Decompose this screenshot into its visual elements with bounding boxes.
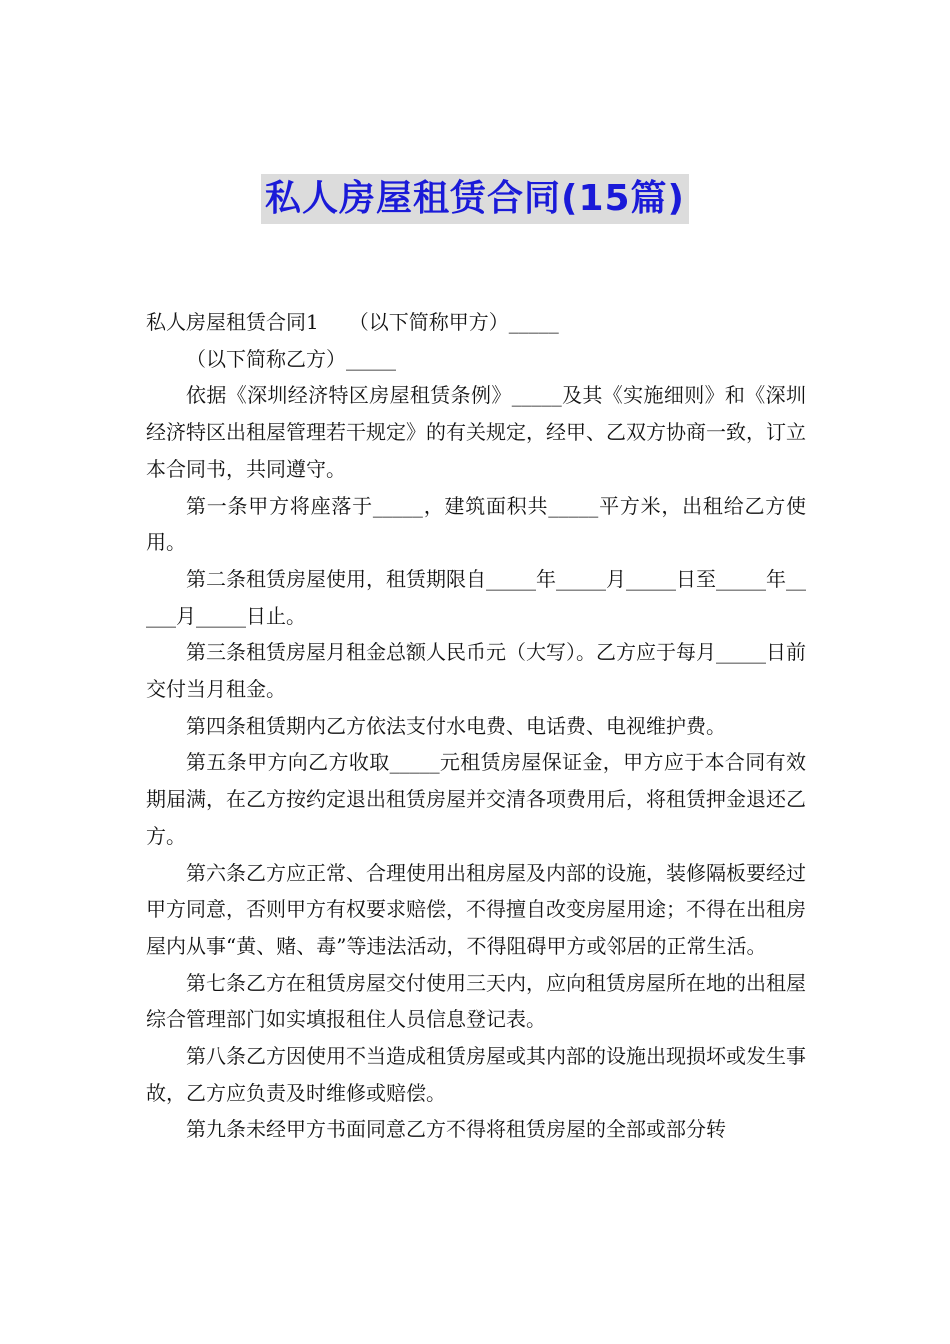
document-title: 私人房屋租赁合同(15篇) [261,174,689,224]
paragraph-basis: 依据《深圳经济特区房屋租赁条例》_____及其《实施细则》和《深圳经济特区出租屋管理若干规定》的有关规定，经甲、乙双方协商一致，订立本合同书，共同遵守。 [146,383,806,481]
paragraph-article-8: 第八条乙方因使用不当造成租赁房屋或其内部的设施出现损坏或发生事故，乙方应负责及时维修或赔偿。 [146,1044,806,1105]
paragraph-article-6: 第六条乙方应正常、合理使用出租房屋及内部的设施，装修隔板要经过甲方同意，否则甲方有权要求赔偿，不得擅自改变房屋用途；不得在出租房屋内从事“黄、赌、毒”等违法活动，不得阻碍甲方或邻居的正常生活。 [146,860,806,958]
paragraph-article-3: 第三条租赁房屋月租金总额人民币元（大写）。乙方应于每月_____日前交付当月租金。 [146,640,806,702]
paragraph-article-2: 第二条租赁房屋使用，租赁期限自_____年_____月_____日至_____年_____月_____日止。 [146,566,806,628]
paragraph-heading-line: 私人房屋租赁合同1 （以下简称甲方）_____ [146,310,559,334]
paragraph-article-5: 第五条甲方向乙方收取_____元租赁房屋保证金，甲方应于本合同有效期届满，在乙方按约定退出租赁房屋并交清各项费用后，将租赁押金退还乙方。 [146,750,806,848]
paragraph-article-9: 第九条未经甲方书面同意乙方不得将租赁房屋的全部或部分转 [186,1117,726,1142]
paragraph-article-1: 第一条甲方将座落于_____，建筑面积共_____平方米，出租给乙方使用。 [146,493,806,555]
paragraph-article-7: 第七条乙方在租赁房屋交付使用三天内，应向租赁房屋所在地的出租屋综合管理部门如实填报租住人员信息登记表。 [146,970,806,1032]
paragraph-party-b: （以下简称乙方）_____ [186,346,396,371]
title-container [0,174,950,224]
document-body [146,304,806,1148]
paragraph-article-4: 第四条租赁期内乙方依法支付水电费、电话费、电视维护费。 [186,713,726,738]
